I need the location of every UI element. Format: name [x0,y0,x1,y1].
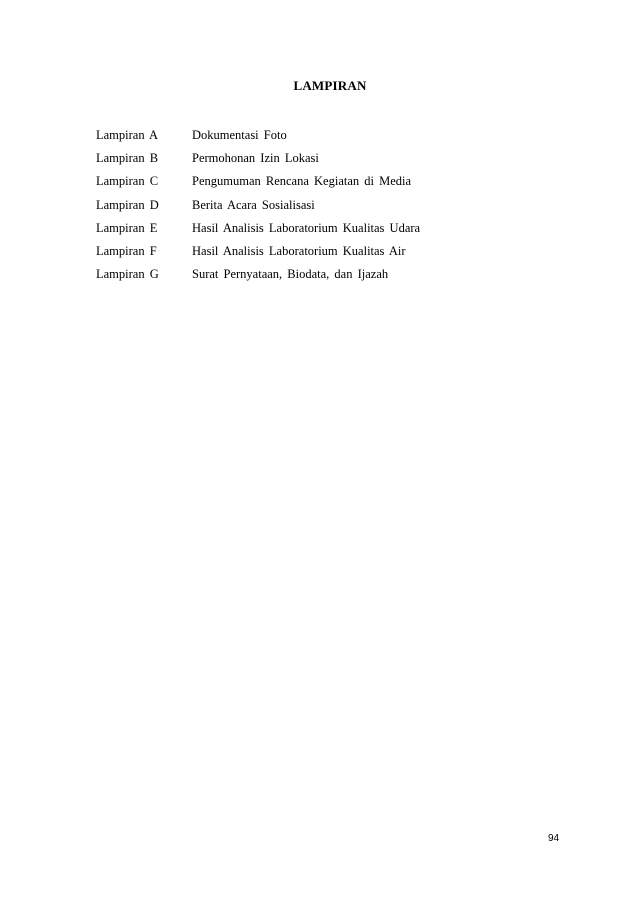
list-item [96,194,556,217]
appendix-code: Lampiran B [96,151,159,166]
list-item [96,217,556,240]
page-title: LAMPIRAN [293,78,367,93]
list-item [96,147,556,170]
appendix-code: Lampiran G [96,267,159,282]
appendix-description: Permohonan Izin Lokasi [192,151,319,166]
appendix-description: Pengumuman Rencana Kegiatan di Media [192,174,412,189]
appendix-description: Dokumentasi Foto [192,128,287,143]
appendix-code: Lampiran D [96,197,159,212]
list-item [96,263,556,286]
appendix-description: Surat Pernyataan, Biodata, dan Ijazah [192,267,389,282]
appendix-description: Hasil Analisis Laboratorium Kualitas Udara [192,220,421,235]
appendix-code: Lampiran E [96,220,158,235]
appendix-list [96,124,556,286]
page-number: 94 [548,833,560,844]
appendix-code: Lampiran F [96,244,157,259]
list-item [96,124,556,147]
appendix-code: Lampiran C [96,174,159,189]
appendix-code: Lampiran A [96,128,159,143]
appendix-description: Hasil Analisis Laboratorium Kualitas Air [192,244,406,259]
list-item [96,170,556,193]
appendix-description: Berita Acara Sosialisasi [192,197,315,212]
list-item [96,240,556,263]
